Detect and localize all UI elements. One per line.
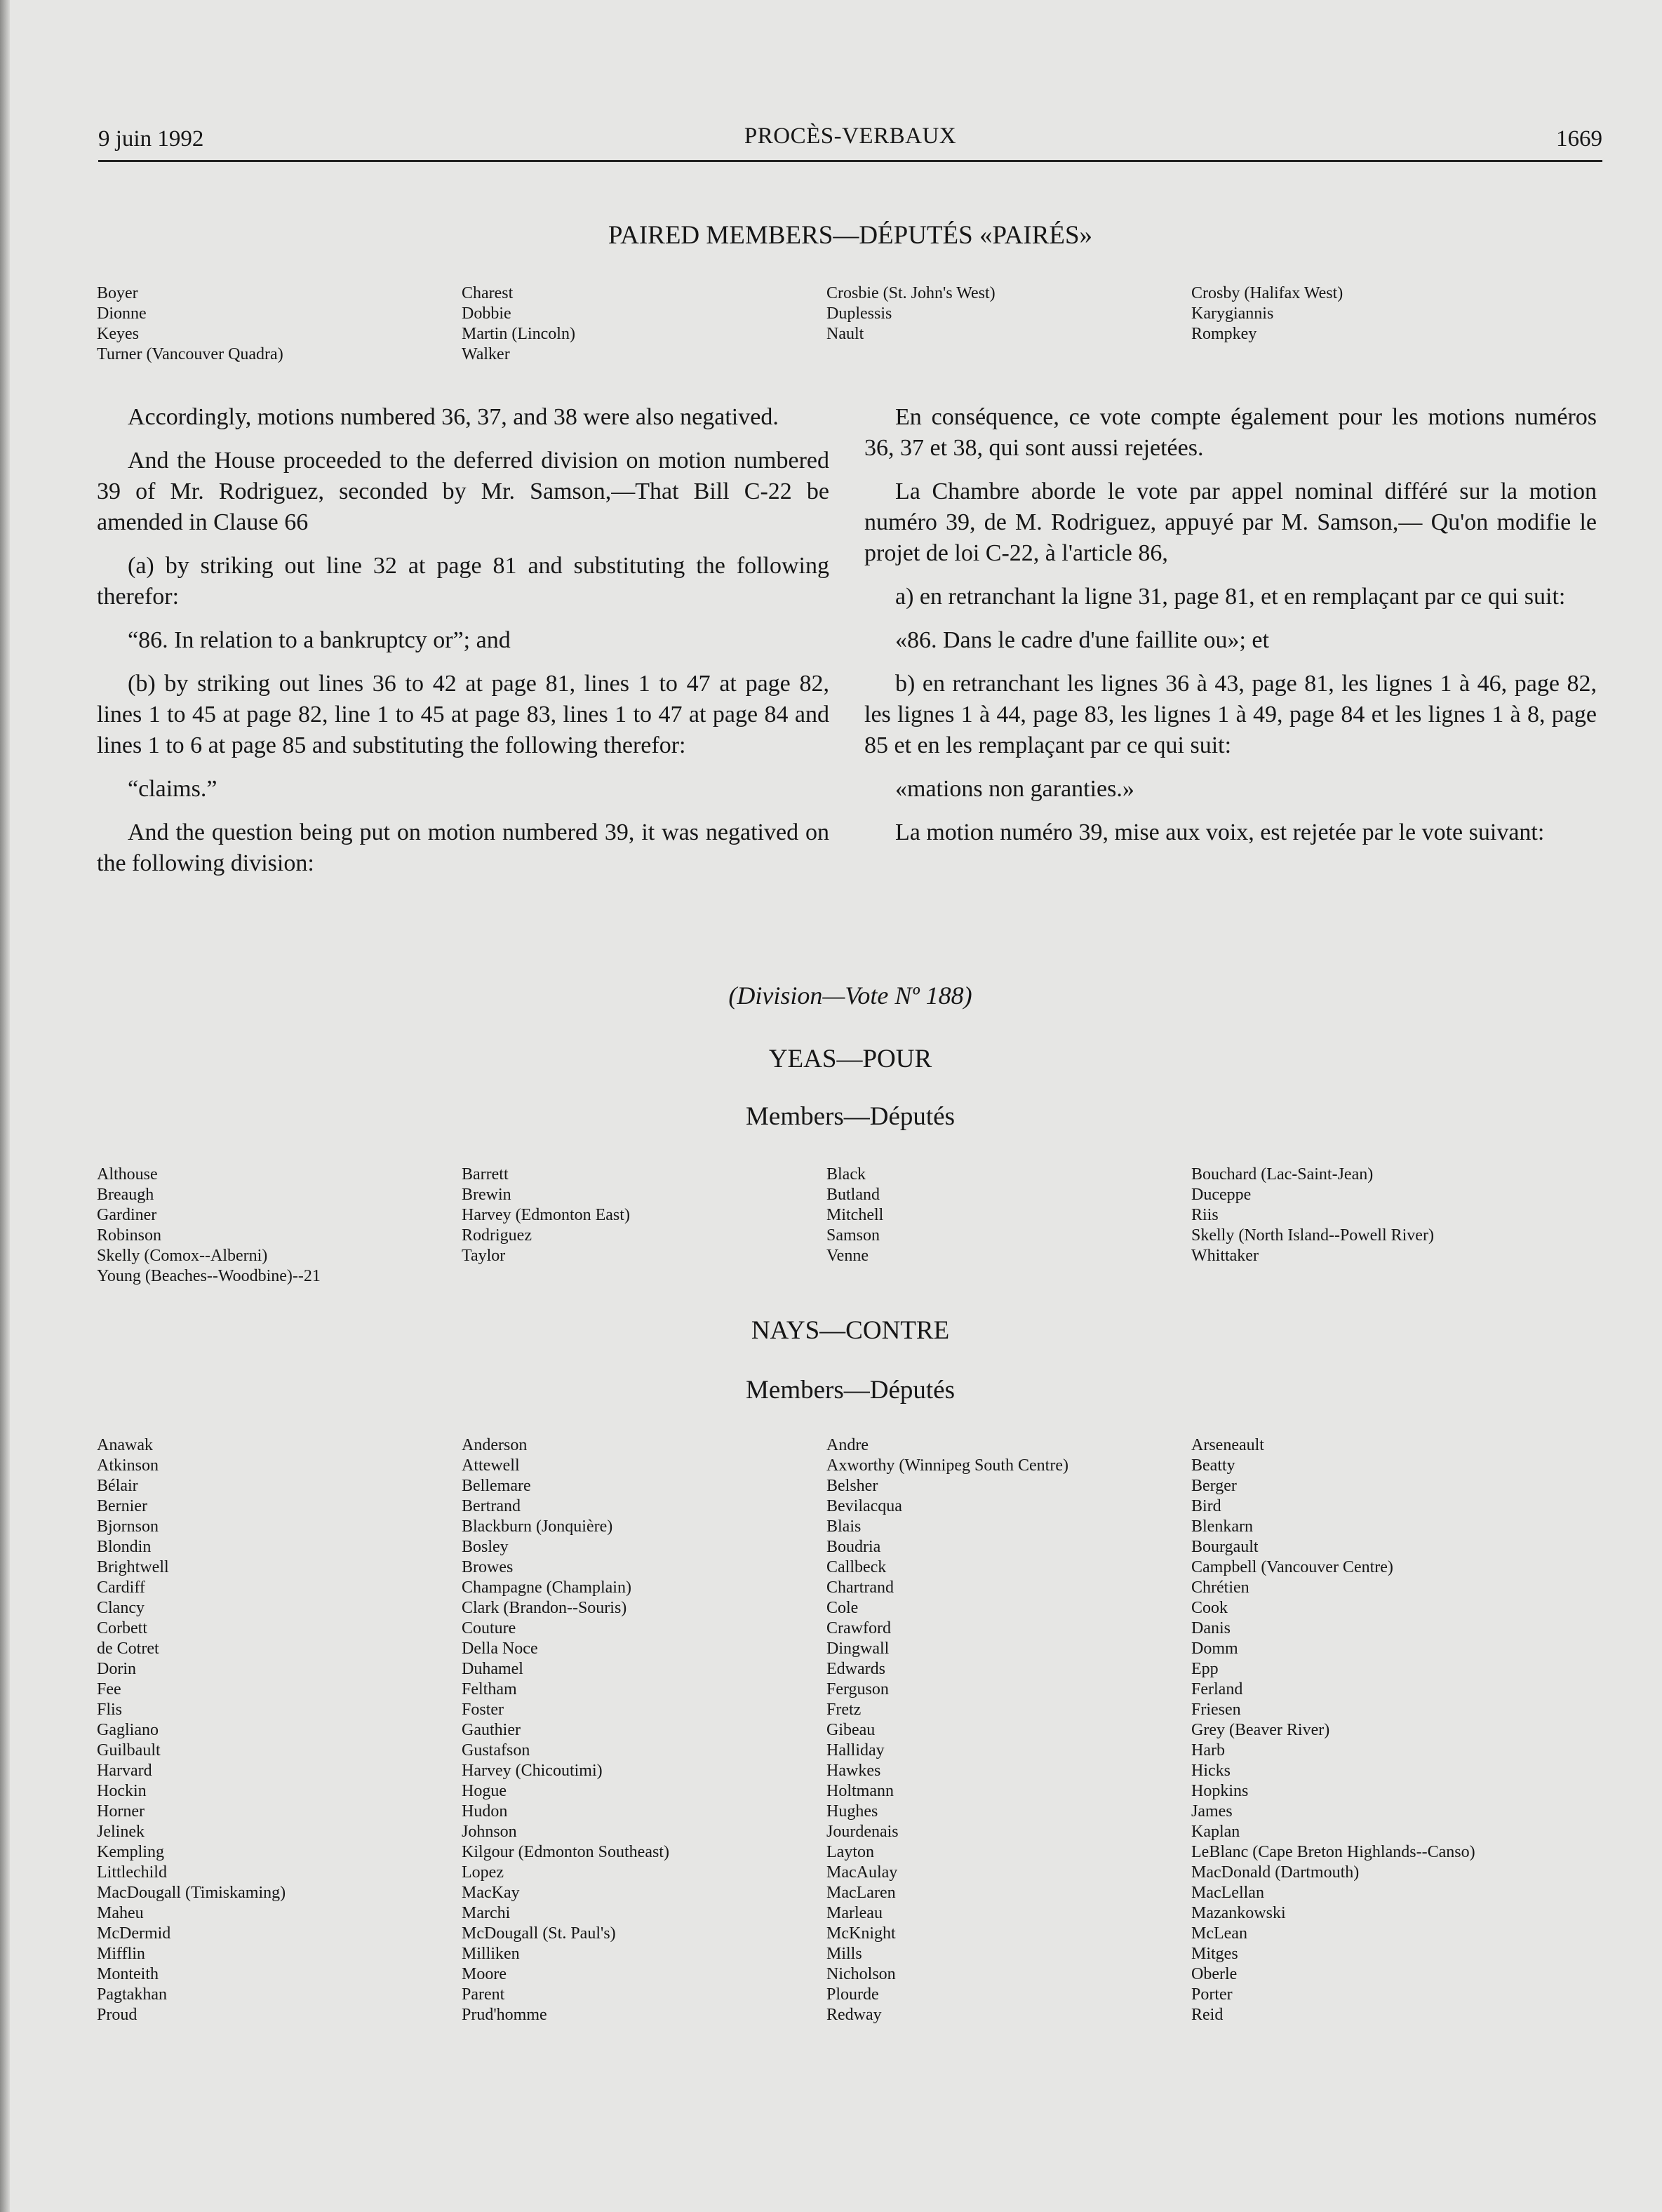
name-column <box>826 283 1191 365</box>
member-name: Hudon <box>462 1802 508 1821</box>
member-name: Bosley <box>462 1538 509 1556</box>
member-name: Bellemare <box>462 1477 531 1495</box>
member-name: Turner (Vancouver Quadra) <box>97 345 283 363</box>
member-name: Foster <box>462 1701 504 1719</box>
member-name: Gardiner <box>97 1206 157 1224</box>
member-name: Littlechild <box>97 1863 167 1882</box>
member-name: Harvey (Edmonton East) <box>462 1206 630 1224</box>
member-name: Blais <box>826 1517 862 1536</box>
member-name: McKnight <box>826 1924 896 1943</box>
english-paragraph: Accordingly, motions numbered 36, 37, and 38 were also negatived. <box>128 404 779 430</box>
member-name: Boyer <box>97 284 138 302</box>
member-name: Plourde <box>826 1985 879 2004</box>
member-name: Proud <box>97 2006 138 2024</box>
member-name: Prud'homme <box>462 2006 547 2024</box>
member-name: Blondin <box>97 1538 152 1556</box>
member-name: Cardiff <box>97 1578 145 1597</box>
member-name: Parent <box>462 1985 505 2004</box>
member-name: Hopkins <box>1191 1782 1249 1800</box>
english-column <box>97 402 829 892</box>
member-name: Taylor <box>462 1247 506 1265</box>
member-name: Mifflin <box>97 1945 145 1963</box>
member-name: Skelly (Comox--Alberni) <box>97 1247 268 1265</box>
member-name: Oberle <box>1191 1965 1238 1983</box>
member-name: Althouse <box>97 1165 158 1184</box>
french-paragraph: b) en retranchant les lignes 36 à 43, page 81, les lignes 1 à 46, page 82, les lignes 1 à 44, page 83, les lignes 1 à 49, page 84 et les lignes 1 à 8, page 85 et en les remplaçant par ce qui suit: <box>864 671 1597 758</box>
member-name: Gauthier <box>462 1721 521 1739</box>
running-header <box>98 121 1602 162</box>
member-name: Ferland <box>1191 1680 1243 1698</box>
member-name: Whittaker <box>1191 1247 1259 1265</box>
member-name: Gibeau <box>826 1721 876 1739</box>
english-quote: “86. In relation to a bankruptcy or”; and <box>128 627 511 653</box>
member-name: Venne <box>826 1247 869 1265</box>
member-name: Johnson <box>462 1823 517 1841</box>
member-name: MacAulay <box>826 1863 898 1882</box>
member-name: Danis <box>1191 1619 1231 1637</box>
member-name: Berger <box>1191 1477 1237 1495</box>
member-name: Browes <box>462 1558 514 1576</box>
member-name: Chrétien <box>1191 1578 1249 1597</box>
member-name: Andre <box>826 1436 869 1454</box>
member-name: Duceppe <box>1191 1186 1252 1204</box>
member-name: Barrett <box>462 1165 509 1184</box>
member-name: Nault <box>826 325 864 343</box>
member-name: Hogue <box>462 1782 507 1800</box>
member-name: Gagliano <box>97 1721 159 1739</box>
member-name: MacDonald (Dartmouth) <box>1191 1863 1360 1882</box>
member-name: Riis <box>1191 1206 1219 1224</box>
member-name: Marchi <box>462 1904 511 1922</box>
french-paragraph: La motion numéro 39, mise aux voix, est rejetée par le vote suivant: <box>895 819 1545 845</box>
member-name: Crosby (Halifax West) <box>1191 284 1343 302</box>
member-name: Grey (Beaver River) <box>1191 1721 1330 1739</box>
member-name: James <box>1191 1802 1233 1821</box>
member-name: Beatty <box>1191 1456 1235 1475</box>
name-column <box>1191 283 1556 365</box>
member-name: Reid <box>1191 2006 1224 2024</box>
member-name: Walker <box>462 345 510 363</box>
member-name: Breaugh <box>97 1186 154 1204</box>
member-name: Belsher <box>826 1477 878 1495</box>
member-name: Samson <box>826 1226 880 1245</box>
member-name: Crosbie (St. John's West) <box>826 284 996 302</box>
name-column <box>462 283 826 365</box>
member-name: Porter <box>1191 1985 1233 2004</box>
member-name: Dingwall <box>826 1640 890 1658</box>
member-name: Dorin <box>97 1660 136 1678</box>
name-column <box>826 1165 1191 1287</box>
member-name: Martin (Lincoln) <box>462 325 575 343</box>
french-paragraph: La Chambre aborde le vote par appel nominal différé sur la motion numéro 39, de M. Rodriguez, appuyé par M. Samson,— Qu'on modifie le projet de loi C-22, à l'article 86, <box>864 478 1597 566</box>
english-paragraph: And the House proceeded to the deferred division on motion numbered 39 of Mr. Rodriguez, seconded by Mr. Samson,—That Bill C-22 be amended in Clause 66 <box>97 448 829 535</box>
member-name: Hughes <box>826 1802 878 1821</box>
member-name: Rodriguez <box>462 1226 532 1245</box>
name-column <box>462 1435 826 2025</box>
member-name: Halliday <box>826 1741 885 1759</box>
member-name: Dobbie <box>462 304 511 323</box>
member-name: MacDougall (Timiskaming) <box>97 1884 286 1902</box>
member-name: Kilgour (Edmonton Southeast) <box>462 1843 669 1861</box>
name-column <box>462 1165 826 1287</box>
member-name: Nicholson <box>826 1965 896 1983</box>
member-name: Mills <box>826 1945 862 1963</box>
member-name: Anderson <box>462 1436 528 1454</box>
name-column <box>1191 1165 1556 1287</box>
member-name: Bertrand <box>462 1497 521 1515</box>
name-column <box>97 283 462 365</box>
member-name: Charest <box>462 284 514 302</box>
member-name: Gustafson <box>462 1741 530 1759</box>
member-name: Clark (Brandon--Souris) <box>462 1599 627 1617</box>
member-name: MacLellan <box>1191 1884 1264 1902</box>
member-name: Kempling <box>97 1843 164 1861</box>
member-name: McDermid <box>97 1924 171 1943</box>
member-name: Attewell <box>462 1456 520 1475</box>
french-column <box>864 402 1597 861</box>
member-name: Bourgault <box>1191 1538 1259 1556</box>
member-name: Bernier <box>97 1497 147 1515</box>
member-name: Callbeck <box>826 1558 887 1576</box>
member-name: Horner <box>97 1802 145 1821</box>
member-name: de Cotret <box>97 1640 159 1658</box>
division-number: (Division—Vote Nº 188) <box>728 981 972 1010</box>
page-edge-shadow <box>0 0 10 2212</box>
member-name: Duhamel <box>462 1660 523 1678</box>
member-name: Pagtakhan <box>97 1985 167 2004</box>
header-page-number: 1669 <box>1556 126 1602 152</box>
member-name: Blackburn (Jonquière) <box>462 1517 613 1536</box>
paired-heading: PAIRED MEMBERS—DÉPUTÉS «PAIRÉS» <box>608 221 1093 250</box>
member-name: Brewin <box>462 1186 511 1204</box>
member-name: Epp <box>1191 1660 1219 1678</box>
member-name: Fretz <box>826 1701 862 1719</box>
member-name: Jourdenais <box>826 1823 899 1841</box>
member-name: Robinson <box>97 1226 162 1245</box>
member-name: Flis <box>97 1701 123 1719</box>
member-name: Friesen <box>1191 1701 1241 1719</box>
member-name: Mitchell <box>826 1206 884 1224</box>
member-name: Bird <box>1191 1497 1221 1515</box>
member-name: Brightwell <box>97 1558 169 1576</box>
member-name: Boudria <box>826 1538 881 1556</box>
member-name: Domm <box>1191 1640 1238 1658</box>
name-column <box>826 1435 1191 2025</box>
member-name: Arseneault <box>1191 1436 1264 1454</box>
member-name: Edwards <box>826 1660 885 1678</box>
member-name: Keyes <box>97 325 139 343</box>
yeas-heading: YEAS—POUR <box>768 1045 932 1073</box>
member-name: Rompkey <box>1191 325 1257 343</box>
member-name: Black <box>826 1165 866 1184</box>
member-name: Mitges <box>1191 1945 1238 1963</box>
member-name: Jelinek <box>97 1823 145 1841</box>
member-name: Anawak <box>97 1436 153 1454</box>
member-name: Duplessis <box>826 304 892 323</box>
member-name: Bevilacqua <box>826 1497 902 1515</box>
member-name: Clancy <box>97 1599 145 1617</box>
french-paragraph: a) en retranchant la ligne 31, page 81, et en remplaçant par ce qui suit: <box>895 584 1566 610</box>
member-name: LeBlanc (Cape Breton Highlands--Canso) <box>1191 1843 1475 1861</box>
member-name: Lopez <box>462 1863 504 1882</box>
header-date: 9 juin 1992 <box>98 126 204 152</box>
member-name: Hockin <box>97 1782 147 1800</box>
member-name: Hicks <box>1191 1762 1231 1780</box>
member-name: McDougall (St. Paul's) <box>462 1924 616 1943</box>
member-name: Hawkes <box>826 1762 881 1780</box>
member-name: Karygiannis <box>1191 304 1274 323</box>
member-name: Della Noce <box>462 1640 538 1658</box>
member-name: Atkinson <box>97 1456 159 1475</box>
member-name: Bélair <box>97 1477 138 1495</box>
name-column <box>97 1165 462 1287</box>
french-paragraph: En conséquence, ce vote compte également pour les motions numéros 36, 37 et 38, qui sont aussi rejetées. <box>864 404 1597 461</box>
member-name: Couture <box>462 1619 516 1637</box>
english-quote: “claims.” <box>128 776 217 802</box>
english-paragraph: (b) by striking out lines 36 to 42 at page 81, lines 1 to 47 at page 82, lines 1 to 45 at page 82, line 1 to 45 at page 83, lines 1 to 47 at page 84 and lines 1 to 6 at page 85 and substituting the following therefor: <box>97 671 829 758</box>
member-name: Young (Beaches--Woodbine)--21 <box>97 1267 321 1285</box>
member-name: Moore <box>462 1965 507 1983</box>
member-name: Butland <box>826 1186 880 1204</box>
member-name: Corbett <box>97 1619 147 1637</box>
member-name: Guilbault <box>97 1741 161 1759</box>
member-name: Marleau <box>826 1904 883 1922</box>
name-column <box>97 1435 462 2025</box>
member-name: Bouchard (Lac-Saint-Jean) <box>1191 1165 1374 1184</box>
member-name: MacLaren <box>826 1884 896 1902</box>
member-name: Feltham <box>462 1680 517 1698</box>
member-name: McLean <box>1191 1924 1247 1943</box>
member-name: Kaplan <box>1191 1823 1240 1841</box>
french-quote: «86. Dans le cadre d'une faillite ou»; et <box>895 627 1269 653</box>
nays-heading: NAYS—CONTRE <box>751 1316 950 1345</box>
member-name: Skelly (North Island--Powell River) <box>1191 1226 1434 1245</box>
member-name: Harvard <box>97 1762 152 1780</box>
member-name: Monteith <box>97 1965 159 1983</box>
member-name: Crawford <box>826 1619 891 1637</box>
member-name: Ferguson <box>826 1680 889 1698</box>
member-name: Cook <box>1191 1599 1228 1617</box>
member-name: Maheu <box>97 1904 144 1922</box>
member-name: Redway <box>826 2006 882 2024</box>
member-name: MacKay <box>462 1884 520 1902</box>
member-name: Champagne (Champlain) <box>462 1578 631 1597</box>
member-name: Chartrand <box>826 1578 894 1597</box>
nays-members-list <box>97 1435 1605 2025</box>
yeas-members-list <box>97 1165 1605 1287</box>
member-name: Fee <box>97 1680 121 1698</box>
member-name: Milliken <box>462 1945 520 1963</box>
member-name: Campbell (Vancouver Centre) <box>1191 1558 1393 1576</box>
header-title: PROCÈS-VERBAUX <box>744 123 957 149</box>
member-name: Bjornson <box>97 1517 159 1536</box>
member-name: Mazankowski <box>1191 1904 1286 1922</box>
member-name: Dionne <box>97 304 147 323</box>
nays-subheading: Members—Députés <box>746 1376 955 1405</box>
yeas-subheading: Members—Députés <box>746 1102 955 1131</box>
member-name: Axworthy (Winnipeg South Centre) <box>826 1456 1068 1475</box>
member-name: Cole <box>826 1599 859 1617</box>
name-column <box>1191 1435 1556 2025</box>
member-name: Holtmann <box>826 1782 894 1800</box>
member-name: Harvey (Chicoutimi) <box>462 1762 603 1780</box>
paired-members-list <box>97 283 1605 365</box>
member-name: Blenkarn <box>1191 1517 1253 1536</box>
english-paragraph: And the question being put on motion numbered 39, it was negatived on the following division: <box>97 819 829 876</box>
english-paragraph: (a) by striking out line 32 at page 81 and substituting the following therefor: <box>97 553 829 610</box>
member-name: Harb <box>1191 1741 1225 1759</box>
french-quote: «mations non garanties.» <box>895 776 1134 802</box>
member-name: Layton <box>826 1843 874 1861</box>
